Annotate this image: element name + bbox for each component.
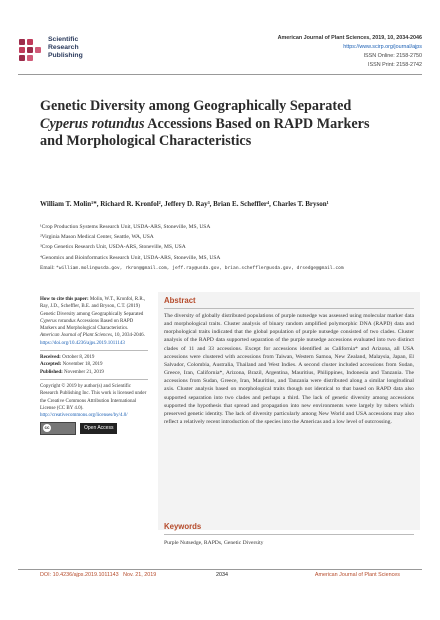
accepted-date: Accepted: November 18, 2019	[40, 362, 103, 368]
keywords-text: Purple Nutsedge, RAPDs, Genetic Diversity	[164, 540, 264, 546]
abstract-heading: Abstract	[164, 296, 196, 305]
published-date: Published: November 21, 2019	[40, 369, 104, 375]
footer-journal-name: American Journal of Plant Sciences	[314, 572, 400, 578]
publisher-logo	[18, 36, 138, 66]
email-addresses[interactable]: *william.molin@usda.gov, rkron@gmail.com, jeff.ray@usda.gov, brian.scheffler@usda.gov, drsedge@gmail.com	[56, 265, 344, 271]
footer-doi[interactable]: DOI: 10.4236/ajps.2019.1011143 Nov. 21, 2019	[40, 572, 157, 578]
license-link[interactable]: http://creativecommons.org/licenses/by/4.0/	[40, 413, 128, 419]
open-access-badge[interactable]: Open Access	[80, 423, 117, 434]
affiliation-2: ²Virginia Mason Medical Center, Seattle, WA, USA	[40, 234, 154, 241]
scirp-logo-icon	[18, 38, 44, 64]
affiliation-4: ⁴Genomics and Bioinformatics Research Unit, USDA-ARS, Stoneville, MS, USA	[40, 254, 221, 261]
license-badges	[40, 422, 117, 435]
page-number: 2034	[216, 572, 228, 578]
affiliation-1: ¹Crop Production Systems Research Unit, USDA-ARS, Stoneville, MS, USA	[40, 224, 211, 230]
sidebar-divider	[40, 379, 148, 380]
affiliation-3: ³Crop Genetics Research Unit, USDA-ARS, Stoneville, MS, USA	[40, 244, 186, 251]
keywords-divider	[164, 534, 414, 535]
copyright-text: Copyright © 2019 by author(s) and Scientific Research Publishing Inc. This work is licensed under the Creative Commons Attribution International License (CC BY 4.0).	[40, 383, 147, 411]
citation-block: How to cite this paper: Molin, W.T., Kronfol, R.R., Ray, J.D., Scheffler, B.E. and Bryson, C.T. (2019) Genetic Diversity among Geographically Separated Cyperus rotundus Accessions Based on RAPD Markers and Morphological Characteristics. American Journal of Plant Sciences, 10, 2034-2046. https://doi.org/10.4236/ajps.2019.1011143	[40, 297, 146, 346]
issn-print: ISSN Print: 2158-2742	[368, 62, 422, 68]
journal-citation: American Journal of Plant Sciences, 2019, 10, 2034-2046	[277, 35, 422, 41]
doi-link[interactable]: https://doi.org/10.4236/ajps.2019.1011143	[40, 340, 125, 346]
publisher-name: Scientific Research Publishing	[48, 36, 83, 60]
keywords-heading: Keywords	[164, 522, 202, 531]
abstract-divider	[164, 308, 414, 309]
footer-divider	[18, 569, 422, 570]
author-list: William T. Molin¹*, Richard R. Kronfol², Jeffery D. Ray³, Brian E. Scheffler⁴, Charles T. Bryson¹	[40, 200, 329, 208]
article-info-sidebar	[40, 296, 148, 435]
header-divider	[18, 74, 422, 75]
journal-url-link[interactable]: https://www.scirp.org/journal/ajps	[343, 44, 422, 50]
journal-header	[278, 34, 422, 70]
issn-online: ISSN Online: 2158-2750	[363, 53, 422, 59]
email-line: Email: *william.molin@usda.gov, rkron@gmail.com, jeff.ray@usda.gov, brian.scheffler@usda.gov, drsedge@gmail.com	[40, 264, 344, 271]
received-date: Received: October 8, 2019	[40, 355, 95, 361]
affiliations	[40, 222, 400, 274]
abstract-text: The diversity of globally distributed populations of purple nutsedge was assessed using molecular marker data and morphological traits. Cluster analysis of binary random amplified polymorphic DNA (RAPD) data and morphological traits indicated that the global population of purple nutsedge consisted of two clades. Cluster analysis of the RAPD data supported separation of the purple nutsedge accessions evaluated into two distinct clades of 11 and 33 accessions. Except for accessions identified as California* and Arizona, all USA accessions were clustered with accessions from Taiwan, Western Samoa, New Zealand, Malaysia, Japan, El Salvador, Colombia, Australia, Thailand and West Indies. A second cluster included accessions from Sudan, Greece, Iran, California*, Arizona, Brazil, Argentina, Mauritius, Philippines, Indonesia and Tanzania. The accessions from Sudan, Greece, Iran, Mauritius, and Tanzania were distributed along a similar longitudinal axis. Cluster analysis based on morphological traits though not identical to that based on RAPD data also supported separation into two clades and perhaps a third. The lack of genetic diversity among accessions supported the hypothesis that spread and propagation into new environments were largely by tubers which preserved genetic identity. The lack of diversity particularly among New World and USA accessions may also reflect a relatively recent introduction of the species into the Americas and a low level of outcrossing.	[164, 313, 414, 426]
footer-date: Nov. 21, 2019	[123, 572, 157, 578]
cc-by-icon[interactable]: cc	[40, 422, 76, 435]
paper-title: Genetic Diversity among Geographically Separated Cyperus rotundus Accessions Based on RAPD Markers and Morphological Characteristics	[40, 98, 370, 149]
sidebar-divider	[40, 350, 148, 351]
